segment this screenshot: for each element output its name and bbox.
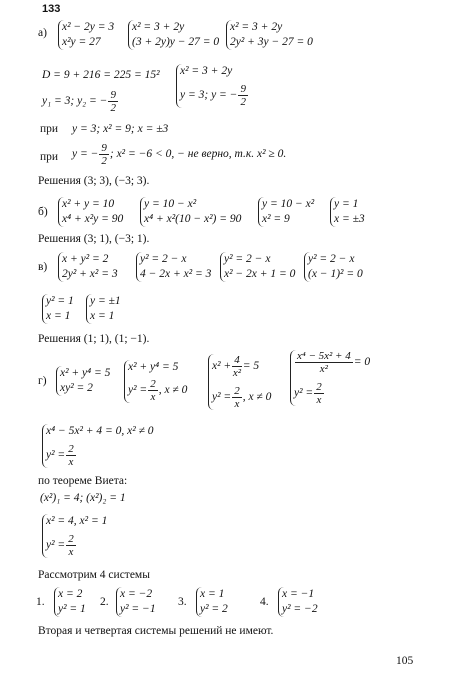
part-a-system-3 [226,20,313,50]
part-c-system-4 [304,252,363,282]
equation: x² − 2y = 3 [62,21,115,33]
equation: y² = 2 − x [224,253,271,265]
part-a-label: а) [38,27,47,39]
equation: x⁴ − 5x² + 4 = 0, x² ≠ 0 [46,425,154,437]
part-b-system-2 [140,197,241,227]
equation: x² = 4, x² = 1 [46,515,108,527]
part-d-system-2 [124,360,187,403]
equation: x⁴ + x²(10 − x²) = 90 [144,213,242,225]
equation: y² = 2 [200,603,228,615]
equation: y² = 1 [46,295,74,307]
part-b-system-1 [58,197,123,227]
equation: (3 + 2y)y − 27 = 0 [132,36,220,48]
equation: y² = $\frac{2}{x}$ , x ≠ 0 [128,378,188,403]
part-d-label: г) [38,375,47,387]
part-c-label: в) [38,261,48,273]
part-c-answer: Решения (1; 1), (1; −1). [38,333,150,345]
equation: x² + y⁴ = 5 [60,367,111,379]
equation: y = ±1 [90,295,121,307]
fraction: $\frac{2}{x}$ [68,533,74,558]
equation: 2y² + x² = 3 [62,268,118,280]
equation: x = 1 [46,310,71,322]
system-number: 4. [260,596,269,608]
equation: x = ±3 [334,213,365,225]
equation: y² = $\frac{2}{x}$ [46,533,74,558]
equation: x² + $\frac{4}{\text{x²}}$ = 5 [212,354,260,379]
equation: y² = −1 [120,603,156,615]
case-1: y = 3; x² = 9; x = ±3 [72,123,169,135]
fraction: $\frac{4}{\text{x²}}$ [232,354,242,379]
equation: x = −2 [120,588,153,600]
part-a-system-1 [58,20,114,50]
fraction: $\frac{2}{x}$ [234,385,240,410]
part-d-system-5 [42,424,154,468]
equation: y² = 1 [58,603,86,615]
equation: x = −1 [282,588,315,600]
part-b-label: б) [38,206,48,218]
page-number: 105 [396,655,414,667]
equation: 2y² + 3y − 27 = 0 [230,36,313,48]
system-number: 2. [100,596,109,608]
fraction: $\frac{2}{x}$ [316,381,322,406]
equation: x⁴ + x²y = 90 [62,213,124,225]
equation: y = 1 [334,198,359,210]
case-2-pri: при [40,151,59,163]
system-number: 1. [36,596,45,608]
discriminant: D = 9 + 216 = 225 = 15² [42,69,160,81]
part-d-system-3 [208,354,271,410]
part-d-system-4 [290,350,370,406]
part-d-system-1 [56,366,110,396]
equation: y² = −2 [282,603,318,615]
fraction: $\frac{9}{2}$ [240,83,246,108]
part-b-system-4 [330,197,365,227]
equation: y = 3; y = − $\frac{9}{2}$ [180,83,246,108]
part-a-system-4 [176,64,249,108]
equation: x² = 3 + 2y [132,21,185,33]
equation: $\frac{\text{x⁴ − 5x² + 4}}{\text{x²}}$ = 0 [297,350,371,375]
equation: y = 10 − x² [262,198,315,210]
roots-line [42,89,119,114]
vieta-title: по теореме Виета: [38,475,128,487]
equation: y² = $\frac{2}{x}$ [46,443,74,468]
equation: x² − 2x + 1 = 0 [224,268,296,280]
part-c-system-2 [136,252,211,282]
equation: x² = 9 [262,213,290,225]
final-system-4 [278,587,318,617]
equation: x²y = 27 [62,36,101,48]
equation: (x − 1)² = 0 [308,268,363,280]
equation: y² = $\frac{2}{x}$ [294,381,322,406]
system-number: 3. [178,596,187,608]
case-1-pri: при [40,123,59,135]
final-system-2 [116,587,156,617]
consider-four-systems: Рассмотрим 4 системы [38,569,150,581]
part-b-system-3 [258,197,314,227]
final-system-3 [196,587,228,617]
final-system-1 [54,587,86,617]
fraction: $\frac{9}{2}$ [110,89,116,114]
fraction: $\frac{9}{2}$ [101,142,107,167]
equation: y² = 2 − x [140,253,187,265]
equation: y = 10 − x² [144,198,197,210]
equation: x² + y = 10 [62,198,115,210]
equation: x = 1 [200,588,225,600]
roots-text: y₁ = 3; y₂ = − [42,95,108,108]
equation: x + y² = 2 [62,253,109,265]
fraction: $\frac{\text{x⁴ − 5x² + 4}}{\text{x²}}$ [297,350,351,375]
equation: xy² = 2 [60,382,93,394]
fraction: $\frac{2}{x}$ [68,443,74,468]
case-2: y = − $\frac{9}{2}$ ; x² = −6 < 0, − не верно, т.к. x² ≥ 0. [72,142,287,167]
equation: x² = 3 + 2y [230,21,283,33]
equation: x² + y⁴ = 5 [128,361,179,373]
equation: 4 − 2x + x² = 3 [140,268,212,280]
part-c-system-5 [42,294,74,324]
conclusion: Вторая и четвертая системы решений не имеют. [38,625,274,637]
equation: x² = 3 + 2y [180,65,233,77]
equation: y² = $\frac{2}{x}$ , x ≠ 0 [212,385,272,410]
part-a-system-2 [128,20,219,50]
equation: x = 1 [90,310,115,322]
part-d-system-6 [42,514,107,558]
part-b-answer: Решения (3; 1), (−3; 1). [38,233,150,245]
problem-number: 133 [42,3,61,15]
equation: x = 2 [58,588,83,600]
part-c-system-6 [86,294,121,324]
part-c-system-3 [220,252,295,282]
fraction: $\frac{2}{x}$ [150,378,156,403]
equation: y² = 2 − x [308,253,355,265]
part-c-system-1 [58,252,118,282]
part-a-answer: Решения (3; 3), (−3; 3). [38,175,150,187]
vieta-roots: (x²)₁ = 4; (x²)₂ = 1 [40,492,126,504]
